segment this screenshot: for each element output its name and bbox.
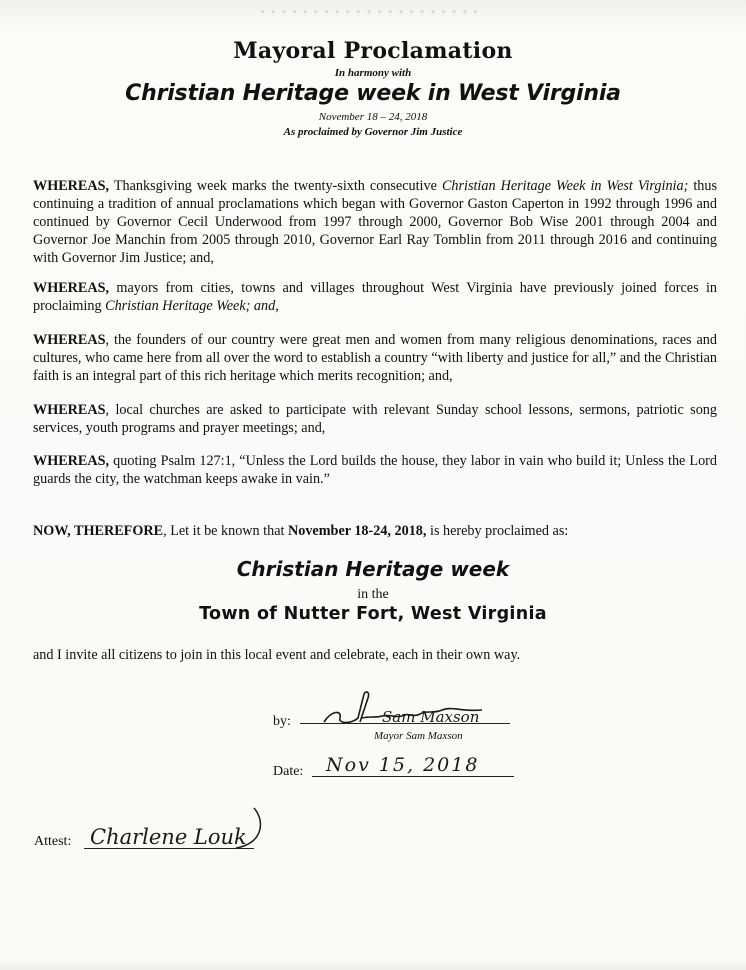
invite-paragraph: and I invite all citizens to join in this local event and celebrate, each in their own way. [33, 647, 521, 663]
whereas-paragraph [33, 452, 717, 488]
whereas-paragraph [33, 279, 717, 315]
paragraph-text: Thanksgiving week marks the twenty-sixth consecutive [109, 178, 442, 194]
paragraph-italic: Christian Heritage Week; and, [105, 298, 279, 314]
paragraph-text: thus continuing a tradition of annual proclamations which began with Governor Gaston Caperton in 1992 through 1996 and continued by Governor Cecil Underwood from 1997 through 2000, Governor Bob Wise 2001 through 2004 and Governor Joe Manchin from 2005 through 2010, Governor Earl Ray Tomblin from 2011 through 2016 and continuing with Governor Jim Justice; and, [33, 178, 717, 266]
document-title: Mayoral Proclamation [233, 38, 513, 64]
by-label: by: [273, 714, 291, 729]
whereas-lead: WHEREAS, [33, 178, 110, 194]
whereas-paragraph [33, 401, 717, 437]
date-line [312, 776, 514, 777]
event-heading: Christian Heritage week in West Virginia [125, 81, 621, 106]
therefore-lead: NOW, THEREFORE [33, 523, 164, 539]
proclaimed-by-line: As proclaimed by Governor Jim Justice [283, 126, 463, 138]
in-harmony-line: In harmony with [334, 67, 412, 79]
paragraph-text: mayors from cities, towns and villages throughout West Virginia have previously joined forces in proclaiming [33, 280, 717, 314]
paragraph-text: , Let it be known that [163, 523, 288, 539]
paragraph-text: quoting Psalm 127:1, “Unless the Lord builds the house, they labor in vain who build it; Unless the Lord guards the city, the watchman keeps awake in vain.” [33, 453, 717, 487]
whereas-lead: WHEREAS, [33, 280, 110, 296]
attest-signature [86, 804, 266, 854]
whereas-lead: WHEREAS [33, 332, 106, 348]
paragraph-italic: Christian Heritage Week in West Virginia; [441, 178, 689, 194]
whereas-paragraph [33, 331, 717, 385]
paragraph-text: , the founders of our country were great men and women from many religious denominations, races and cultures, who came here from all over the word to establish a country “with liberty and justice for all,” and the Christian faith is an integral part of this rich heritage which merits recognition; and, [33, 332, 717, 384]
attest-signature-text: Charlene Louk [90, 825, 247, 849]
date-label: Date: [273, 764, 304, 779]
event-dates: November 18 – 24, 2018 [318, 111, 428, 123]
mayor-signature-text: Sam Maxson [382, 708, 480, 726]
town-name: Town of Nutter Fort, West Virginia [199, 604, 547, 624]
proclamation-date: November 18-24, 2018, [288, 523, 427, 539]
paragraph-text: , local churches are asked to participate with relevant Sunday school lessons, sermons, patriotic song services, youth programs and prayer meetings; and, [33, 402, 717, 436]
in-the-line: in the [357, 587, 389, 602]
whereas-lead: WHEREAS [33, 402, 106, 418]
whereas-paragraph [33, 177, 717, 267]
attest-label: Attest: [34, 834, 72, 849]
proclaimed-event: Christian Heritage week [236, 557, 510, 581]
therefore-paragraph [33, 522, 717, 540]
whereas-lead: WHEREAS, [33, 453, 110, 469]
mayor-signature [312, 688, 502, 730]
paragraph-text: is hereby proclaimed as: [426, 523, 569, 539]
mayor-name: Mayor Sam Maxson [374, 730, 463, 742]
scan-artifact: ▪ ▪ ▪ ▪ ▪ ▪ ▪ ▪ ▪ ▪ ▪ ▪ ▪ ▪ ▪ ▪ ▪ ▪ ▪ ▪ ▪ [260, 6, 480, 18]
handwritten-date: Nov 15, 2018 [326, 754, 480, 776]
